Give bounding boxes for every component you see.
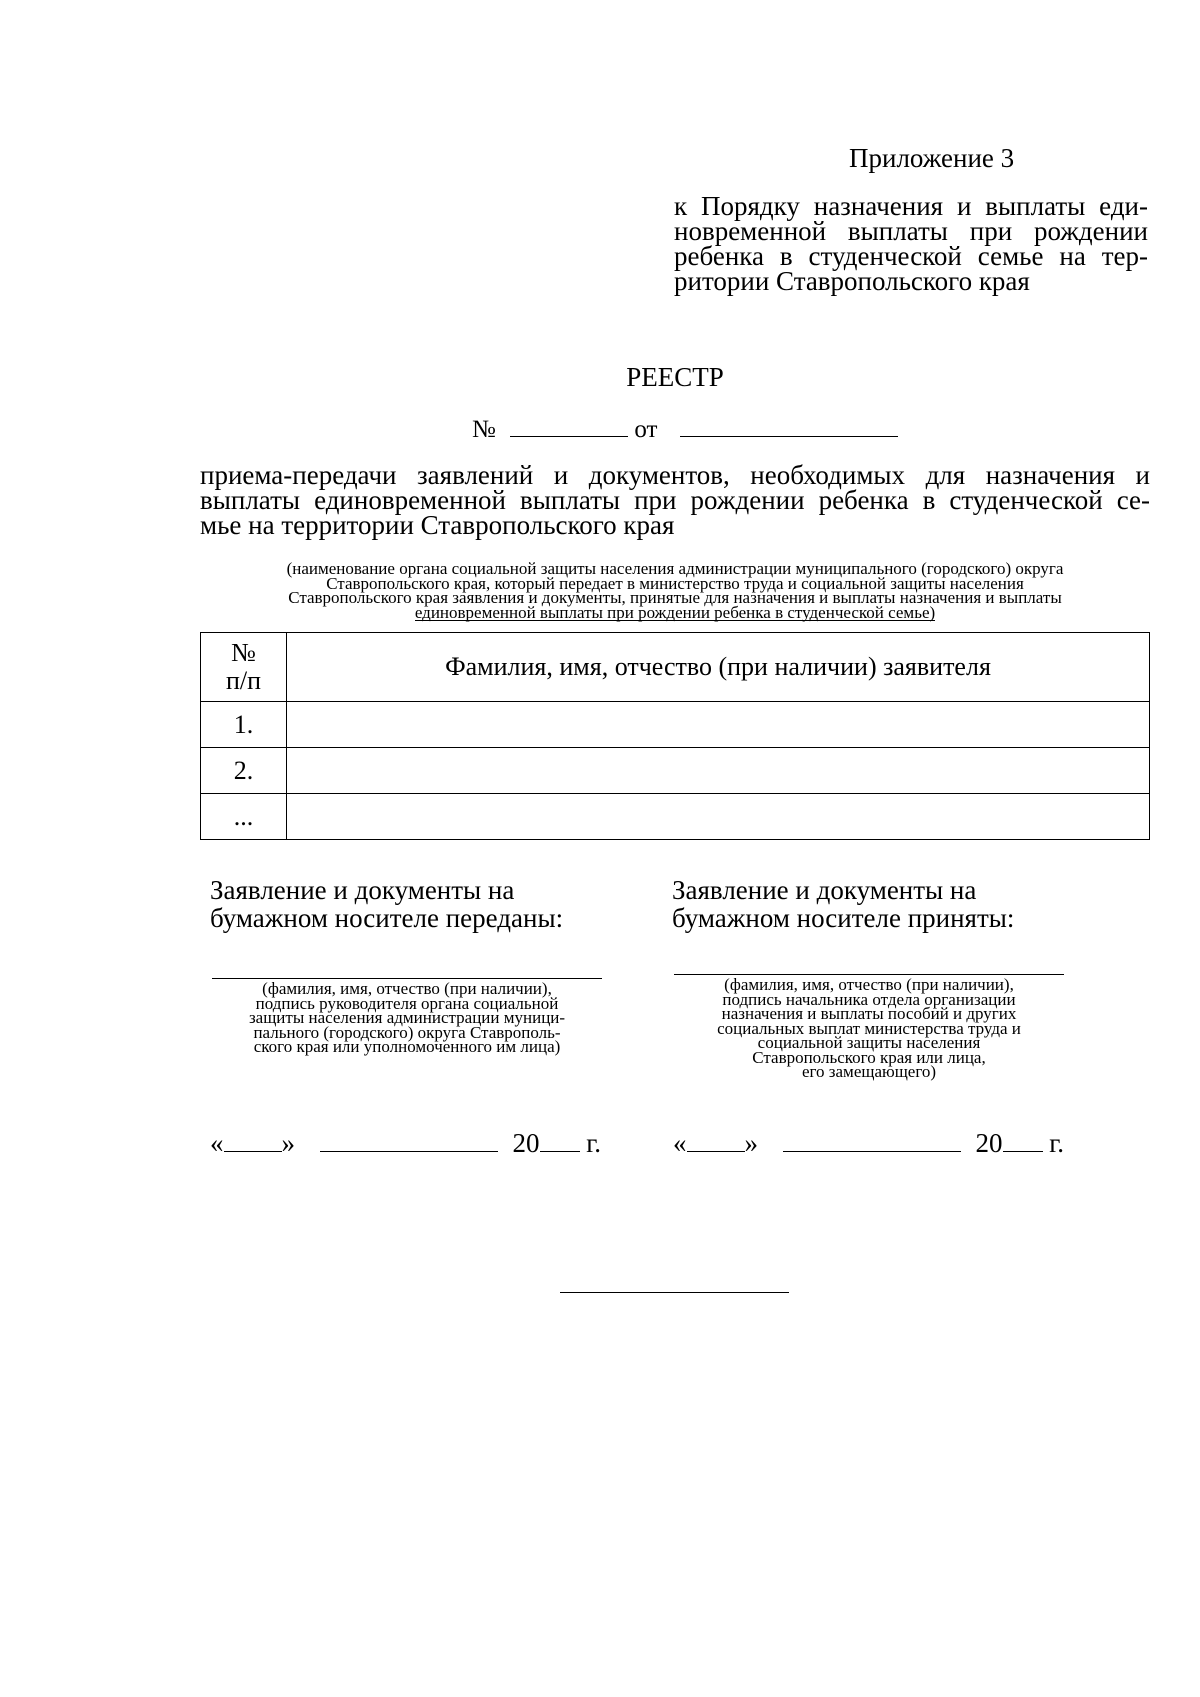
left-date-line — [210, 1128, 601, 1160]
row-name — [287, 748, 1150, 794]
month-blank — [320, 1129, 498, 1152]
row-num: ... — [201, 794, 287, 840]
table-header-row — [201, 633, 1150, 702]
date-from-label: от — [634, 416, 658, 443]
register-table — [200, 632, 1150, 840]
right-caption-line: (фамилия, имя, отчество (при наличии), — [724, 975, 1014, 994]
intro-paragraph — [200, 460, 1150, 540]
org-caption-line: (наименование органа социальной защиты населения администрации муниципального (городского) округа — [286, 559, 1064, 578]
row-name — [287, 702, 1150, 748]
right-caption-line: подпись начальника отдела организации — [722, 989, 1016, 1009]
header-num-label — [201, 639, 286, 695]
year-blank — [1003, 1129, 1043, 1152]
header-num — [201, 633, 287, 702]
document-end-rule — [560, 1292, 789, 1293]
basis-line: ритории Ставропольского края — [674, 266, 1030, 296]
header-name: Фамилия, имя, отчество (при наличии) заявителя — [287, 633, 1150, 702]
close-quote: » — [281, 1128, 295, 1158]
year-suffix: г. — [1049, 1128, 1065, 1158]
left-signature-caption — [212, 979, 602, 1056]
left-caption-line: защиты населения администрации муници- — [248, 1008, 566, 1027]
right-date-line — [673, 1128, 1064, 1160]
org-caption-line: Ставропольского края, который передает в министерство труда и социальной защиты населения — [326, 573, 1024, 593]
appendix-basis — [674, 191, 1148, 296]
left-signature-heading — [210, 876, 563, 932]
right-heading-line: Заявление и документы на — [672, 875, 977, 905]
row-num: 2. — [201, 748, 287, 794]
appendix-label: Приложение 3 — [849, 143, 1015, 173]
right-caption-line: социальной защиты населения — [757, 1033, 981, 1052]
close-quote: » — [744, 1128, 758, 1158]
day-blank — [687, 1129, 745, 1152]
number-label: № — [472, 416, 496, 443]
right-caption-line: Ставропольского края или лица, — [752, 1047, 986, 1067]
year-blank — [540, 1129, 580, 1152]
month-blank — [783, 1129, 961, 1152]
right-caption-line: назначения и выплаты пособий и других — [721, 1004, 1017, 1023]
number-blank — [510, 414, 628, 437]
right-signature-caption — [674, 975, 1064, 1081]
row-name — [287, 794, 1150, 840]
intro-line: выплаты единовременной выплаты при рождении ребенка в студенческой се- — [200, 485, 1150, 515]
right-signature-heading — [672, 876, 1014, 932]
open-quote: « — [210, 1128, 224, 1158]
left-caption-line: (фамилия, имя, отчество (при наличии), — [262, 979, 552, 998]
date-blank — [680, 414, 898, 437]
basis-line: новременной выплаты при рождении — [674, 216, 1148, 246]
year-prefix: 20 — [512, 1128, 540, 1158]
day-blank — [224, 1129, 282, 1152]
left-heading-line: бумажном носителе переданы: — [210, 903, 564, 933]
org-caption-line: единовременной выплаты при рождении ребенка в студенческой семье) — [414, 602, 936, 622]
right-caption-line: его замещающего) — [801, 1062, 937, 1081]
register-number-line — [472, 414, 892, 444]
left-caption-line: пального (городского) округа Ставрополь- — [253, 1022, 561, 1042]
year-suffix: г. — [586, 1128, 602, 1158]
intro-line: мье на территории Ставропольского края — [200, 510, 675, 540]
left-caption-line: подпись руководителя органа социальной — [255, 993, 559, 1013]
intro-line: приема-передачи заявлений и документов, необходимых для назначения и — [200, 460, 1150, 490]
right-caption-line: социальных выплат министерства труда и — [717, 1018, 1021, 1038]
left-heading-line: Заявление и документы на — [210, 875, 515, 905]
table-row — [201, 794, 1150, 840]
header-num-part: № — [231, 638, 256, 667]
right-heading-line: бумажном носителе приняты: — [672, 903, 1015, 933]
table-row — [201, 702, 1150, 748]
table-row — [201, 748, 1150, 794]
header-num-part: п/п — [225, 666, 262, 695]
row-num: 1. — [201, 702, 287, 748]
year-prefix: 20 — [975, 1128, 1003, 1158]
left-caption-line: ского края или уполномоченного им лица) — [253, 1037, 561, 1056]
org-caption-line: Ставропольского края заявления и документы, принятые для назначения и выплаты назначения и выплаты — [288, 588, 1062, 607]
open-quote: « — [673, 1128, 687, 1158]
organization-caption — [208, 559, 1142, 622]
document-title: РЕЕСТР — [626, 362, 724, 392]
basis-line: ребенка в студенческой семье на тер- — [674, 241, 1148, 271]
basis-line: к Порядку назначения и выплаты еди- — [674, 191, 1148, 221]
